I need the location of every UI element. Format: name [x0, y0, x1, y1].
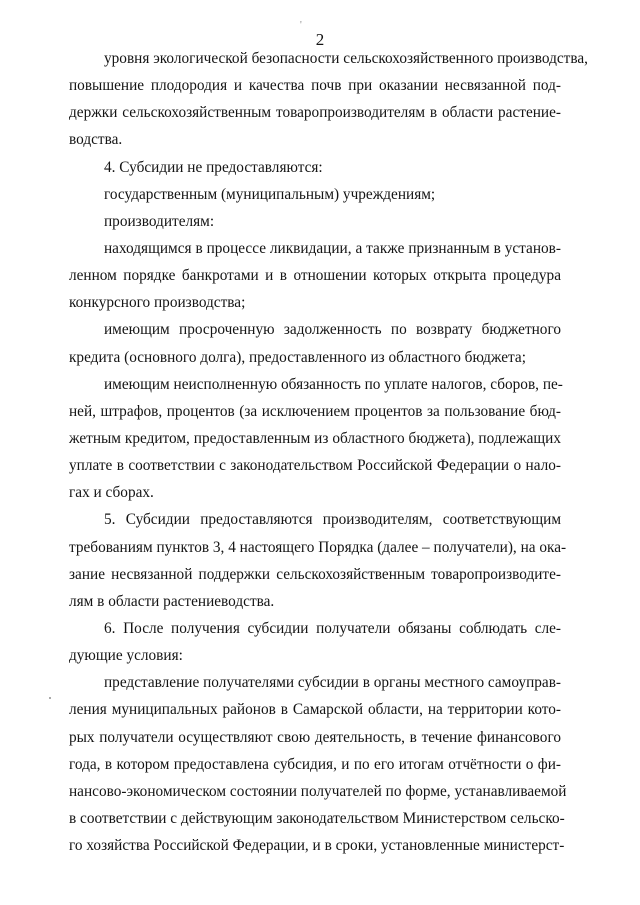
text-line: имеющим просроченную задолженность по возврату бюджетного [104, 321, 561, 339]
text-line: дующие условия: [69, 647, 183, 665]
text-line: зание несвязанной поддержки сельскохозяйственным товаропроизводите- [69, 565, 561, 583]
text-line: гах и сборах. [69, 484, 154, 502]
text-line: уровня экологической безопасности сельскохозяйственного производства, [104, 50, 588, 67]
paragraph [69, 371, 561, 507]
paragraph [69, 45, 588, 154]
text-line: кредита (основного долга), предоставленного из областного бюджета; [69, 348, 526, 366]
text-line: повышение плодородия и качества почв при оказании несвязанной под- [69, 77, 561, 95]
text-line: водства. [69, 131, 123, 149]
text-line: го хозяйства Российской Федерации, и в сроки, установленные министерст- [69, 837, 565, 855]
document-body [69, 45, 588, 859]
paragraph [69, 208, 561, 235]
text-line: жетным кредитом, предоставленным из областного бюджета), подлежащих [69, 429, 561, 447]
text-line: 6. После получения субсидии получатели обязаны соблюдать сле- [104, 619, 561, 637]
scan-speck [49, 697, 51, 699]
text-line: уплате в соответствии с законодательством Российской Федерации о нало- [69, 457, 561, 475]
text-line: государственным (муниципальным) учреждениям; [104, 185, 436, 203]
paragraph [69, 316, 561, 370]
text-line: конкурсного производства; [69, 294, 246, 312]
paragraph [69, 506, 567, 615]
text-line: ней, штрафов, процентов (за исключением процентов за пользование бюд- [69, 402, 561, 420]
text-line: ления муниципальных районов в Самарской области, на территории кото- [69, 701, 561, 719]
scan-mark: ' [300, 20, 302, 31]
text-line: лям в области растениеводства. [69, 592, 275, 610]
text-line: в соответствии с действующим законодательством Министерством сельско- [69, 809, 565, 827]
text-line: 5. Субсидии предоставляются производителям, соответствующим [104, 511, 561, 529]
text-line: 4. Субсидии не предоставляются: [104, 158, 323, 176]
text-line: находящимся в процессе ликвидации, а также признанным в установ- [104, 239, 561, 257]
text-line: требованиям пунктов 3, 4 настоящего Порядка (далее – получатели), на ока- [69, 538, 567, 556]
text-line: ленном порядке банкротами и в отношении которых открыта процедура [69, 267, 561, 285]
text-line: держки сельскохозяйственным товаропроизводителям в области растение- [69, 104, 561, 122]
text-line: производителям: [104, 212, 215, 230]
paragraph [69, 669, 567, 859]
paragraph [69, 154, 561, 181]
text-line: представление получателями субсидии в органы местного самоуправ- [104, 674, 562, 692]
text-line: нансово-экономическом состоянии получателей по форме, устанавливаемой [69, 782, 567, 800]
page-number: 2 [315, 30, 325, 49]
paragraph [69, 615, 561, 669]
text-line: рых получатели осуществляют свою деятельность, в течение финансового [69, 728, 561, 746]
paragraph [69, 235, 561, 316]
paragraph [69, 181, 561, 208]
text-line: года, в котором предоставлена субсидия, и по его итогам отчётности о фи- [69, 755, 561, 773]
text-line: имеющим неисполненную обязанность по уплате налогов, сборов, пе- [104, 375, 563, 393]
